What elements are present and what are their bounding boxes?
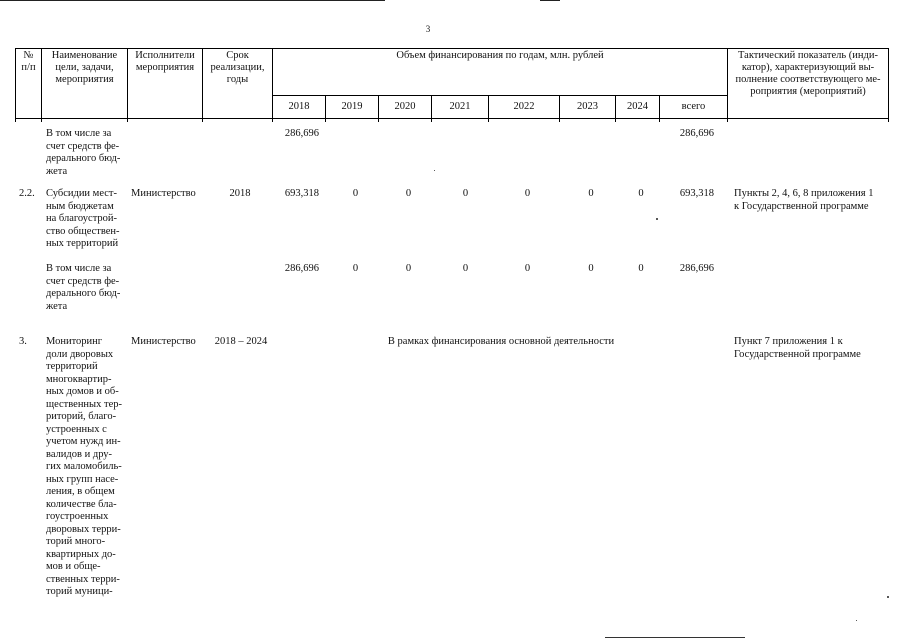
value-2021: 0 — [462, 188, 469, 199]
row-indicator: Пункт 7 приложения 1 к Государственной программе — [734, 336, 861, 360]
row-funding-note: В рамках финансирования основной деятельности — [387, 336, 615, 347]
value-2019: 0 — [352, 263, 359, 274]
value-2022: 0 — [524, 188, 531, 199]
header-year-2024: 2024 — [616, 96, 660, 119]
value-2022: 0 — [524, 263, 531, 274]
value-2018: 693,318 — [284, 188, 319, 199]
value-total: 286,696 — [679, 263, 714, 274]
value-2024: 0 — [638, 188, 644, 199]
scan-speck — [434, 170, 435, 171]
row-name: Мониторинг доли дворовых территорий многоквартир- ных домов и об- щественных тер- риторий, благо- устроенных с учетом нужд ин- валидов и дру- гих маломобиль- ных групп насе- ления, в общем количестве бла- гоустроенных дворовых терри- торий много- квартирных до- мов и обще- ственных терри- торий муници- — [46, 336, 122, 597]
header-table — [15, 48, 889, 122]
row-executor: Министерство — [131, 336, 196, 347]
value-2023: 0 — [588, 188, 594, 199]
header-year-2023: 2023 — [560, 96, 616, 119]
row-executor: Министерство — [131, 188, 196, 199]
header-funding: Объем финансирования по годам, млн. рублей — [273, 49, 728, 96]
scan-speck — [887, 596, 889, 598]
scan-speck — [656, 218, 658, 220]
row-name: В том числе за счет средств фе- дерального бюд- жета — [46, 128, 121, 177]
row-name: Субсидии мест- ным бюджетам на благоустрой- ство обществен- ных территорий — [46, 188, 120, 249]
header-year-total: всего — [660, 96, 728, 119]
value-2023: 0 — [588, 263, 594, 274]
header-indicator: Тактический показатель (инди- катор), характеризующий вы- полнение соответствующего ме- роприятия (мероприятий) — [728, 49, 889, 119]
value-2018: 286,696 — [284, 128, 319, 139]
value-2024: 0 — [638, 263, 644, 274]
value-2020: 0 — [405, 188, 412, 199]
value-total: 286,696 — [679, 128, 714, 139]
value-2018: 286,696 — [284, 263, 319, 274]
top-edge-line — [0, 0, 385, 1]
top-edge-mark — [540, 0, 560, 1]
value-2021: 0 — [462, 263, 469, 274]
row-term: 2018 — [229, 188, 251, 199]
header-year-2021: 2021 — [432, 96, 489, 119]
header-num: № п/п — [16, 49, 42, 119]
page-number: 3 — [425, 24, 431, 34]
header-executors: Исполнители мероприятия — [128, 49, 203, 119]
header-year-2019: 2019 — [326, 96, 379, 119]
bottom-edge-line — [605, 637, 745, 638]
header-year-2020: 2020 — [379, 96, 432, 119]
row-num: 3. — [19, 336, 27, 347]
scan-speck — [856, 620, 857, 621]
row-num: 2.2. — [19, 188, 35, 199]
header-year-2022: 2022 — [489, 96, 560, 119]
header-name: Наименование цели, задачи, мероприятия — [42, 49, 128, 119]
header-year-2018: 2018 — [273, 96, 326, 119]
row-name: В том числе за счет средств фе- дерального бюд- жета — [46, 263, 121, 312]
row-indicator: Пункты 2, 4, 6, 8 приложения 1 к Государственной программе — [734, 188, 874, 212]
value-total: 693,318 — [679, 188, 714, 199]
value-2019: 0 — [352, 188, 359, 199]
header-term: Срок реализации, годы — [203, 49, 273, 119]
row-term: 2018 – 2024 — [214, 336, 268, 347]
value-2020: 0 — [405, 263, 412, 274]
